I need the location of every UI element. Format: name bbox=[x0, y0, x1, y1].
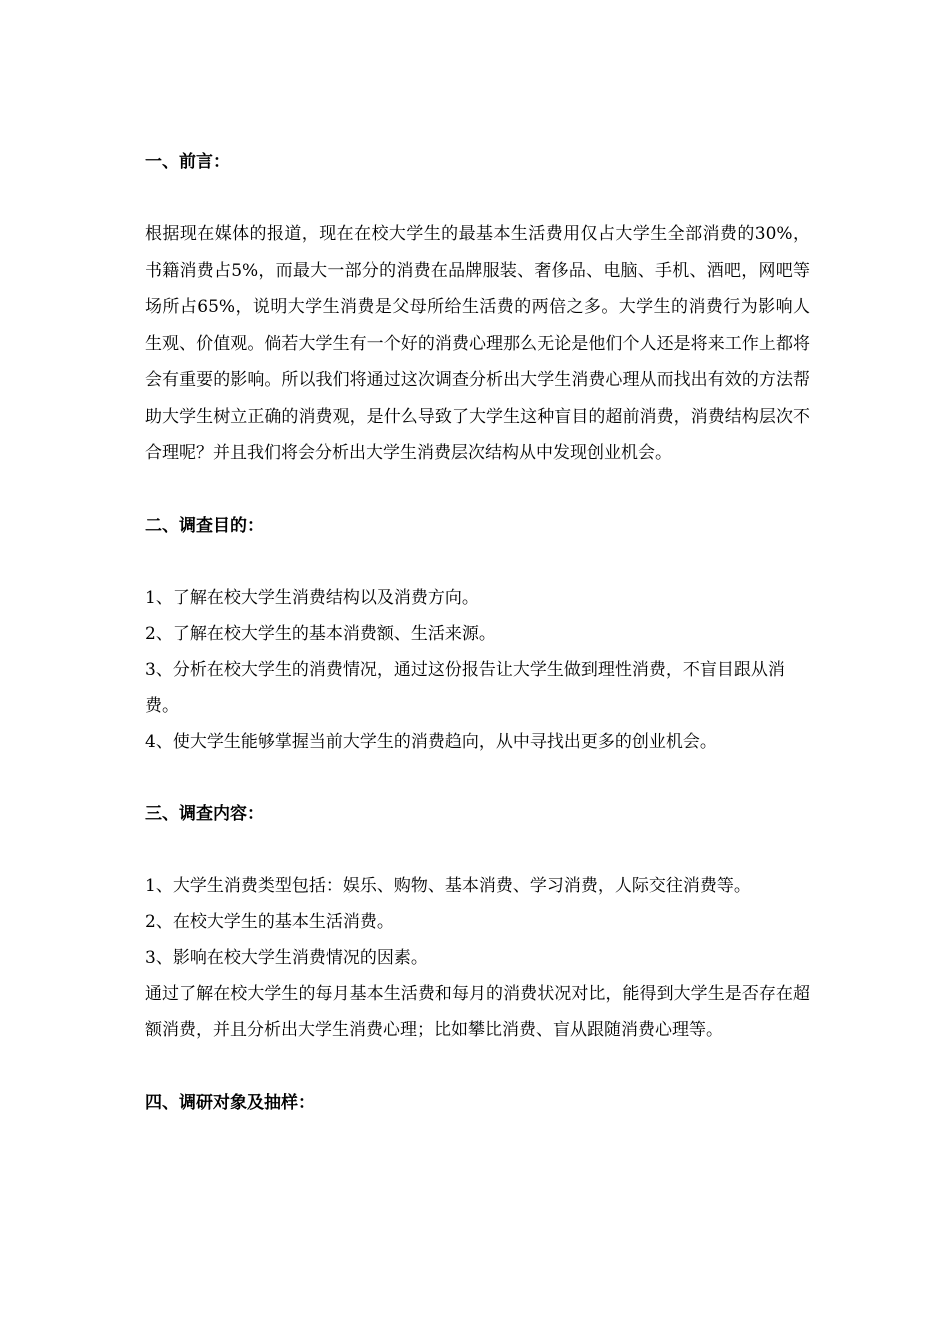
content-paragraph: 通过了解在校大学生的每月基本生活费和每月的消费状况对比，能得到大学生是否存在超额消费，并且分析出大学生消费心理；比如攀比消费、盲从跟随消费心理等。 bbox=[145, 983, 810, 1040]
section-heading-content: 三、调查内容： bbox=[145, 803, 264, 824]
list-item: 2、在校大学生的基本生活消费。 bbox=[145, 911, 394, 932]
list-item: 3、分析在校大学生的消费情况，通过这份报告让大学生做到理性消费，不盲目跟从消费。 bbox=[145, 659, 785, 716]
purpose-list bbox=[145, 580, 810, 760]
preface-paragraph: 根据现在媒体的报道，现在在校大学生的最基本生活费用仅占大学生全部消费的30%，书籍消费占5%，而最大一部分的消费在品牌服装、奢侈品、电脑、手机、酒吧，网吧等场所占65%，说明大学生消费是父母所给生活费的两倍之多。大学生的消费行为影响人生观、价值观。倘若大学生有一个好的消费心理那么无论是他们个人还是将来工作上都将会有重要的影响。所以我们将通过这次调查分析出大学生消费心理从而找出有效的方法帮助大学生树立正确的消费观，是什么导致了大学生这种盲目的超前消费，消费结构层次不合理呢？并且我们将会分析出大学生消费层次结构从中发现创业机会。 bbox=[145, 224, 810, 463]
section-heading-sampling: 四、调研对象及抽样： bbox=[145, 1092, 315, 1113]
section-heading-purpose: 二、调查目的： bbox=[145, 515, 264, 536]
list-item: 4、使大学生能够掌握当前大学生的消费趋向，从中寻找出更多的创业机会。 bbox=[145, 731, 717, 752]
document-page bbox=[145, 148, 810, 1117]
list-item: 1、大学生消费类型包括：娱乐、购物、基本消费、学习消费，人际交往消费等。 bbox=[145, 875, 751, 896]
content-list bbox=[145, 868, 810, 1049]
section-heading-preface: 一、前言： bbox=[145, 152, 230, 172]
list-item: 3、影响在校大学生消费情况的因素。 bbox=[145, 947, 428, 968]
list-item: 2、了解在校大学生的基本消费额、生活来源。 bbox=[145, 623, 496, 644]
list-item: 1、了解在校大学生消费结构以及消费方向。 bbox=[145, 587, 479, 608]
